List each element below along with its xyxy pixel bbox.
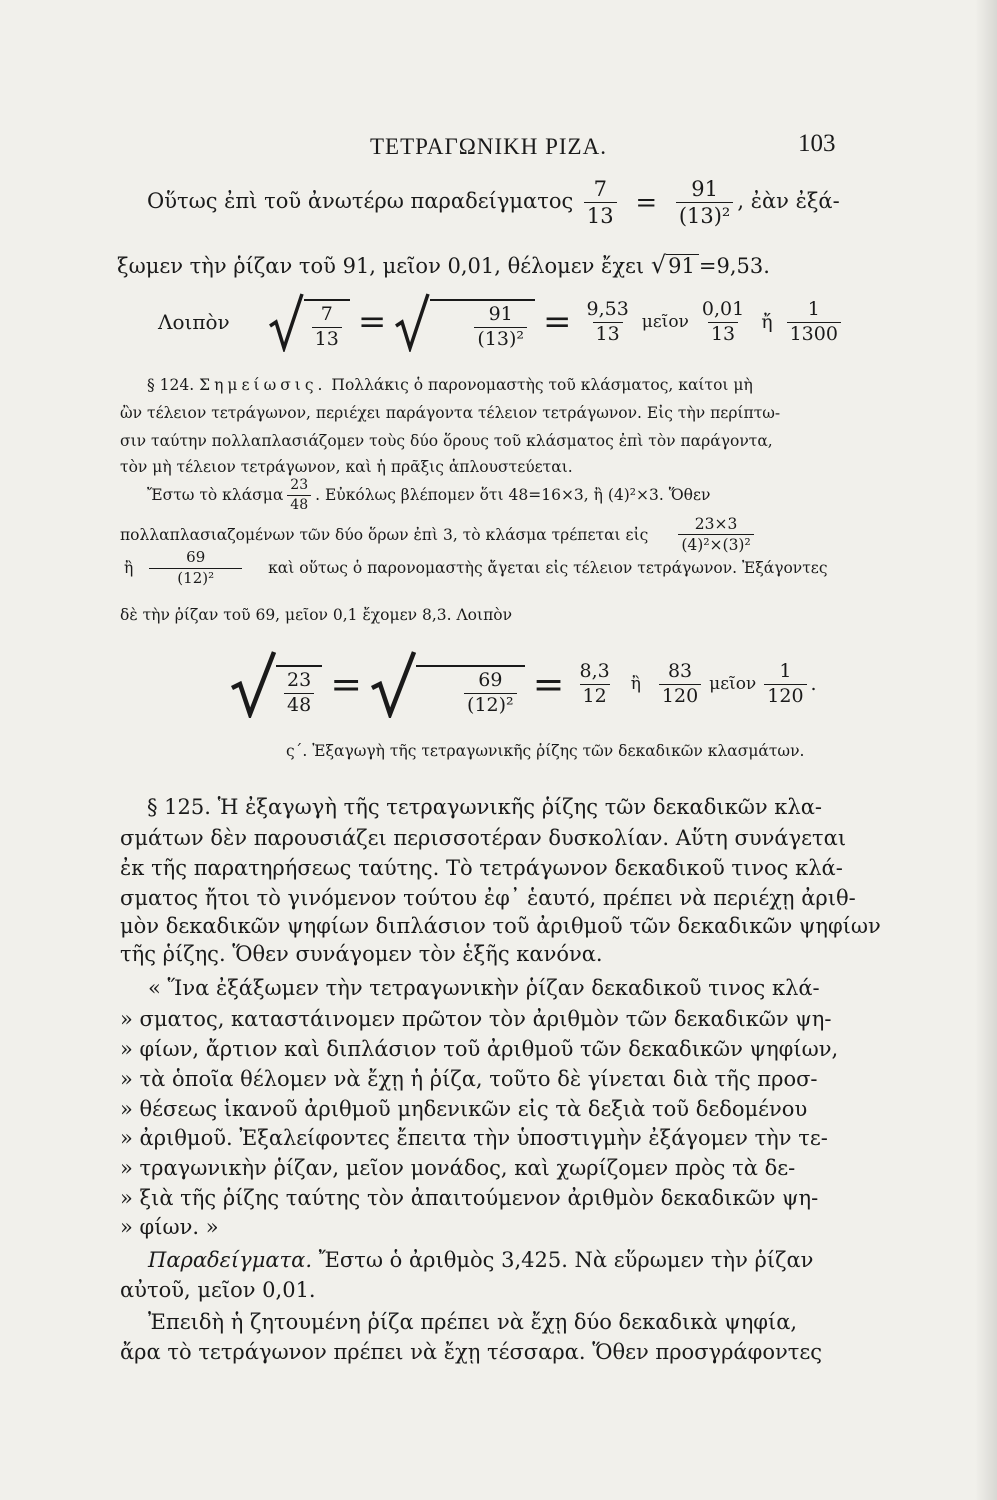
fraction-numerator: 1	[779, 659, 792, 682]
paragraph-text: . Εὐκόλως βλέπομεν ὅτι 48=16×3, ἢ (4)²×3. Ὅθεν	[315, 486, 711, 505]
paragraph-text: Ἔστω τὸ κλάσμα	[147, 486, 284, 505]
radicand	[304, 299, 350, 350]
sec124-line-1	[147, 376, 753, 394]
sec124-line-7	[124, 550, 828, 587]
radical-sign-icon	[230, 650, 276, 718]
intro-text: ξωμεν τὴν ῥίζαν τοῦ 91, μεῖον 0,01, θέλομεν ἔχει	[117, 254, 645, 278]
sec125-line: σματος ἤτοι τὸ γινόμενον τούτου ἐφ᾽ ἑαυτό, πρέπει νὰ περιέχῃ ἀριθ-	[120, 886, 856, 910]
paragraph-text: καὶ οὕτως ὁ παρονομαστὴς ἄγεται εἰς τέλειον τετράγωνον. Ἐξάγοντες	[268, 559, 828, 578]
radical	[394, 292, 535, 352]
fraction-numerator: 91	[691, 177, 718, 201]
fraction-numerator: 9,53	[586, 297, 629, 320]
equals-sign: =	[635, 187, 658, 218]
fraction	[764, 659, 806, 707]
fraction	[583, 297, 631, 345]
fraction	[659, 659, 701, 707]
sec124-line-6	[120, 516, 758, 554]
page-edge-shadow	[975, 0, 997, 1500]
fraction-numerator: 7	[320, 303, 333, 326]
examples-line-4: ἄρα τὸ τετράγωνον πρέπει νὰ ἔχῃ τέσσαρα. Ὅθεν προσγράφοντες	[120, 1340, 822, 1364]
sqrt-argument: 91	[666, 254, 699, 278]
radical	[370, 650, 525, 718]
period: .	[810, 673, 817, 695]
equals-sign: =	[532, 662, 565, 706]
fraction	[149, 550, 242, 587]
fraction-numerator: 91	[488, 303, 513, 326]
or-word: ἤ	[761, 311, 773, 333]
radicand	[276, 665, 322, 716]
fraction-denominator: 13	[312, 327, 342, 350]
fraction	[678, 516, 753, 554]
radicand	[430, 299, 535, 350]
minus-word: μεῖον	[709, 674, 757, 694]
fraction-numerator: 23	[287, 669, 312, 692]
rule-line: » φίων. »	[120, 1215, 219, 1239]
running-header-title: ΤΕΤΡΑΓΩΝΙΚΗ ΡΙΖΑ.	[370, 134, 607, 159]
fraction-denominator: 1300	[787, 322, 841, 345]
fraction	[676, 178, 734, 227]
equals-sign: =	[330, 662, 363, 706]
sqrt-sign-icon: √	[650, 251, 667, 279]
fraction-numerator: 7	[593, 177, 607, 201]
fraction-numerator: 83	[667, 659, 693, 682]
fraction	[787, 297, 841, 345]
fraction	[474, 305, 527, 350]
intro-line-2	[117, 251, 770, 279]
page-number: 103	[798, 130, 836, 157]
fraction	[577, 659, 613, 707]
fraction-denominator: 13	[584, 202, 617, 227]
fraction-numerator: 23×3	[694, 515, 738, 533]
rule-line: » τὰ ὁποῖα θέλομεν νὰ ἔχῃ ἡ ῥίζα, τοῦτο δὲ γίνεται διὰ τῆς προσ-	[120, 1067, 818, 1091]
paragraph-text: πολλαπλασιαζομένων τῶν δύο ὅρων ἐπὶ 3, τὸ κλάσμα τρέπεται εἰς	[120, 525, 649, 544]
fraction-denominator: (4)²×(3)²	[678, 534, 753, 553]
sec125-line: § 125. Ἡ ἐξαγωγὴ τῆς τετραγωνικῆς ῥίζης τῶν δεκαδικῶν κλα-	[147, 795, 822, 819]
examples-line-2: αὐτοῦ, μεῖον 0,01.	[120, 1278, 316, 1302]
fraction-numerator: 0,01	[701, 297, 745, 320]
or-word: ἢ	[124, 559, 134, 578]
rule-line: » σματος, καταστάινομεν πρῶτον τὸν ἀριθμὸν τῶν δεκαδικῶν ψη-	[120, 1007, 832, 1031]
rule-line: » ἀριθμοῦ. Ἐξαλείφοντες ἔπειτα τὴν ὑποστιγμὴν ἐξάγομεν τὴν τε-	[120, 1126, 828, 1150]
or-word: ἢ	[630, 674, 641, 694]
fraction-numerator: 1	[807, 297, 820, 320]
intro-text: Οὕτως ἐπὶ τοῦ ἀνωτέρω παραδείγματος	[147, 189, 574, 214]
subsection-heading: ς΄. Ἐξαγωγὴ τῆς τετραγωνικῆς ῥίζης τῶν δεκαδικῶν κλασμάτων.	[286, 742, 805, 760]
radical-sign-icon	[370, 650, 416, 718]
sec124-line-5	[147, 478, 710, 512]
fraction	[312, 305, 342, 350]
sec125-line: μὸν δεκαδικῶν ψηφίων διπλάσιον τοῦ ἀριθμοῦ τῶν δεκαδικῶν ψηφίων	[120, 914, 881, 938]
examples-line-3: Ἐπειδὴ ἡ ζητουμένη ῥίζα πρέπει νὰ ἔχῃ δύο δεκαδικὰ ψηφία,	[148, 1310, 798, 1334]
radical-sign-icon	[268, 292, 304, 352]
equals-sign: =	[542, 302, 572, 342]
radical	[230, 650, 322, 718]
examples-label: Παραδείγματα.	[148, 1248, 313, 1272]
rule-line: » ξιὰ τῆς ῥίζης ταύτης τὸν ἀπαιτούμενον ἀριθμὸν δεκαδικῶν ψη-	[120, 1186, 819, 1210]
section-title: Σημείωσις.	[199, 376, 327, 394]
fraction-denominator: 48	[284, 693, 314, 716]
fraction	[464, 671, 517, 716]
intro-text-end: =9,53.	[698, 254, 770, 278]
sec125-line: σμάτων δὲν παρουσιάζει περισσοτέραν δυσκολίαν. Αὕτη συνάγεται	[120, 826, 847, 850]
fraction-denominator: 48	[287, 495, 311, 513]
fraction-numerator: 69	[186, 548, 206, 566]
rule-line: » τραγωνικὴν ῥίζαν, μεῖον μονάδος, καὶ χωρίζομεν πρὸς τὰ δε-	[120, 1156, 796, 1180]
radical-sign-icon	[394, 292, 430, 352]
paragraph-text: Πολλάκις ὁ παρονομαστὴς τοῦ κλάσματος, καίτοι μὴ	[331, 376, 753, 394]
sec125-line: ἐκ τῆς παρατηρήσεως ταύτης. Τὸ τετράγωνον δεκαδικοῦ τινος κλά-	[120, 856, 843, 880]
fraction-numerator: 69	[478, 669, 503, 692]
fraction-denominator: 12	[580, 684, 610, 707]
rule-line: « Ἵνα ἐξάξωμεν τὴν τετραγωνικὴν ῥίζαν δεκαδικοῦ τινος κλά-	[148, 976, 820, 1000]
intro-text-end: , ἐὰν ἐξά-	[737, 189, 840, 214]
fraction	[284, 671, 314, 716]
section-number: § 124.	[147, 376, 195, 394]
equation-1	[158, 292, 845, 352]
rule-line: » φίων, ἄρτιον καὶ διπλάσιον τοῦ ἀριθμοῦ τῶν δεκαδικῶν ψηφίων,	[120, 1037, 839, 1061]
fraction	[584, 178, 617, 227]
paragraph-text: Ἔστω ὁ ἀριθμὸς 3,425. Νὰ εὕρωμεν τὴν ῥίζαν	[312, 1248, 814, 1272]
sec124-line-4: τὸν μὴ τέλειον τετράγωνον, καὶ ἡ πρᾶξις ἁπλουστεύεται.	[120, 458, 573, 476]
fraction-denominator: 120	[659, 684, 701, 707]
intro-line-1	[147, 178, 840, 227]
fraction-denominator: 120	[764, 684, 806, 707]
fraction	[287, 478, 311, 512]
sec124-line-3: σιν ταύτην πολλαπλασιάζομεν τοὺς δύο ὅρους τοῦ κλάσματος ἐπὶ τὸν παράγοντα,	[120, 432, 773, 450]
sec124-line-2: ὢν τέλειον τετράγωνον, περιέχει παράγοντα τέλειον τετράγωνον. Εἰς τὴν περίπτω-	[120, 404, 781, 422]
radical	[268, 292, 350, 352]
rule-line: » θέσεως ἱκανοῦ ἀριθμοῦ μηδενικῶν εἰς τὰ δεξιὰ τοῦ δεδομένου	[120, 1097, 808, 1121]
fraction-denominator: 13	[593, 322, 623, 345]
sec124-line-8: δὲ τὴν ῥίζαν τοῦ 69, μεῖον 0,1 ἔχομεν 8,3. Λοιπὸν	[120, 606, 513, 624]
sec125-line: τῆς ῥίζης. Ὅθεν συνάγομεν τὸν ἑξῆς κανόνα.	[120, 942, 603, 966]
fraction-numerator: 23	[290, 477, 309, 493]
minus-word: μεῖον	[641, 312, 689, 332]
radicand	[416, 665, 525, 716]
fraction-denominator: (13)²	[474, 327, 527, 350]
fraction	[699, 297, 747, 345]
examples-line-1	[148, 1248, 813, 1272]
fraction-denominator: (12)²	[464, 693, 517, 716]
fraction-denominator: 13	[708, 322, 738, 345]
fraction-denominator: (12)²	[149, 568, 242, 587]
fraction-denominator: (13)²	[676, 202, 734, 227]
equals-sign: =	[357, 302, 387, 342]
equation-2	[230, 650, 817, 718]
fraction-numerator: 8,3	[579, 659, 610, 682]
equation-label: Λοιπὸν	[158, 310, 230, 334]
